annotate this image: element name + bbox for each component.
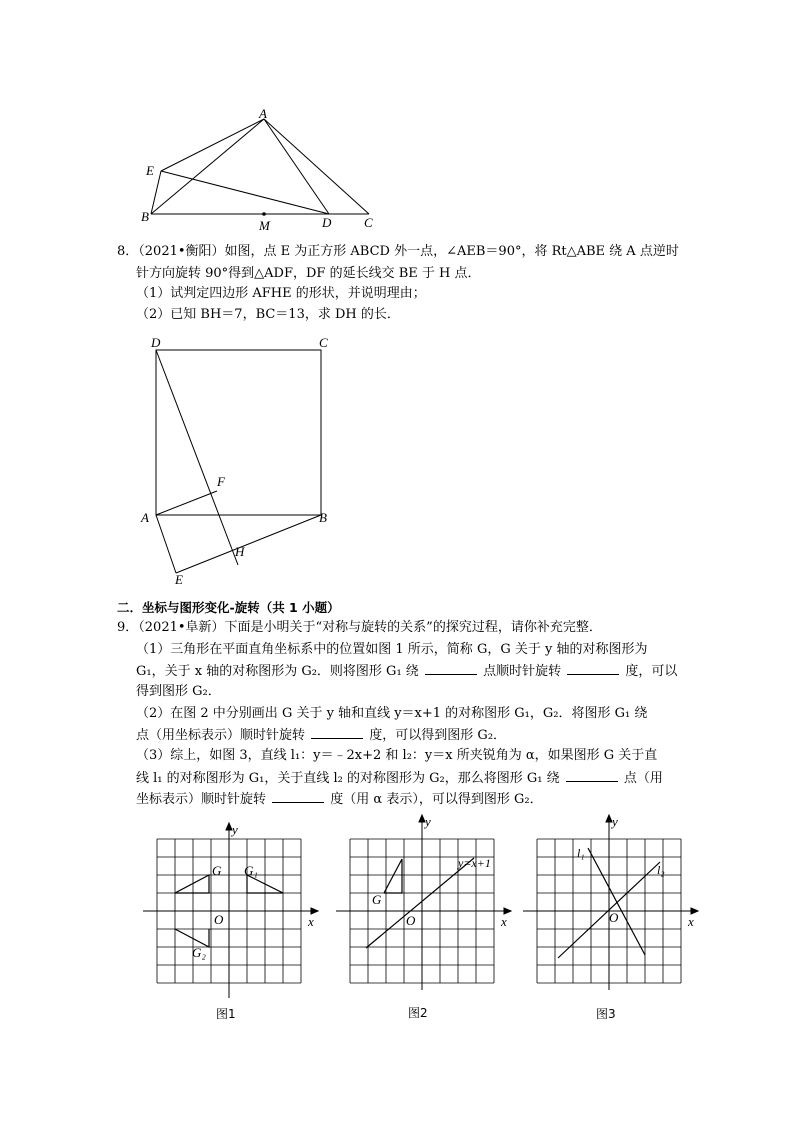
label-c: C xyxy=(364,215,373,230)
q8-part1: （1）试判定四边形 AFHE 的形状，并说明理由； xyxy=(136,286,426,301)
q8-line2: 针方向旋转 90°得到△ADF，DF 的延长线交 BE 于 H 点． xyxy=(136,266,481,281)
label-a: A xyxy=(259,106,267,121)
axis-y: y xyxy=(425,814,431,829)
caption-fig3: 图3 xyxy=(596,1007,616,1021)
question-8 xyxy=(117,243,677,323)
triangle-figure xyxy=(135,100,395,235)
label-d: D xyxy=(322,215,332,230)
q9-p2-b1: 点（用坐标表示）顺时针旋转 xyxy=(136,728,306,743)
shape-g xyxy=(384,859,402,893)
answer-blank-angle-3[interactable] xyxy=(272,790,324,803)
q9-p1-b1: G₁，关于 x 轴的对称图形为 G₂．则将图形 G₁ 绕 xyxy=(136,664,419,679)
q9-p1-c: 得到图形 G₂． xyxy=(136,684,221,699)
origin: O xyxy=(214,912,224,927)
q9-p3-c1: 坐标表示）顺时针旋转 xyxy=(136,792,267,807)
graph-2 xyxy=(333,812,518,992)
label-l1: l₁ xyxy=(577,846,585,860)
label-b: B xyxy=(319,510,327,525)
axis-x: x xyxy=(501,914,507,929)
answer-blank-point-3[interactable] xyxy=(566,769,618,782)
q9-p1-a: （1）三角形在平面直角坐标系中的位置如图 1 所示，简称 G，G 关于 y 轴的对称图形为 xyxy=(136,642,648,657)
q9-p3-c xyxy=(136,790,543,809)
answer-blank-angle-2[interactable] xyxy=(311,726,363,739)
label-d: D xyxy=(151,335,161,350)
q9-p3-c2: 度（用 α 表示），可以得到图形 G₂． xyxy=(330,792,543,807)
axis-x: x xyxy=(308,914,314,929)
q9-p3-a: （3）综上，如图 3，直线 l₁：y＝﹣2x+2 和 l₂：y＝x 所夹锐角为 α，如果图形 G 关于直 xyxy=(136,748,658,763)
label-m: M xyxy=(259,218,270,233)
caption-fig1: 图1 xyxy=(216,1007,236,1021)
graph-3 xyxy=(520,812,705,992)
line-l1 xyxy=(588,848,645,955)
q8-line1: 8．（2021•衡阳）如图，点 E 为正方形 ABCD 外一点，∠AEB＝90°，将 Rt△ABE 绕 A 点逆时 xyxy=(117,244,679,259)
axis-y: y xyxy=(612,814,618,829)
graph-1 xyxy=(140,820,325,1000)
answer-blank-angle[interactable] xyxy=(567,662,619,675)
label-e: E xyxy=(146,163,154,178)
label-l2: l₂ xyxy=(657,863,665,877)
label-h: H xyxy=(235,544,245,559)
q9-p1-b3: 度，可以 xyxy=(625,664,678,679)
shape-g xyxy=(175,875,209,893)
q9-p1-b xyxy=(136,662,677,681)
label-f: F xyxy=(217,474,225,489)
label-a: A xyxy=(141,510,149,525)
caption-fig2: 图2 xyxy=(408,1006,428,1020)
origin: O xyxy=(406,913,416,928)
section-title: 二．坐标与图形变化-旋转（共 1 小题） xyxy=(117,600,340,615)
q9-p3-b2: 点（用 xyxy=(623,771,663,786)
label-g: G xyxy=(212,863,222,878)
origin: O xyxy=(609,910,619,925)
label-b: B xyxy=(141,209,149,224)
q9-p2-a: （2）在图 2 中分别画出 G 关于 y 轴和直线 y＝x+1 的对称图形 G₁，G₂．将图形 G₁ 绕 xyxy=(136,706,648,721)
answer-blank-center[interactable] xyxy=(425,662,477,675)
label-g: G xyxy=(372,892,382,907)
label-e: E xyxy=(175,572,183,587)
q9-p3-b xyxy=(136,769,663,788)
q9-p2-b2: 度，可以得到图形 G₂． xyxy=(369,728,507,743)
label-line: y=x+1 xyxy=(458,856,491,870)
label-g1: G₁ xyxy=(244,863,258,878)
q9-p1-b2: 点顺时针旋转 xyxy=(483,664,562,679)
label-g2: G₂ xyxy=(192,945,206,960)
question-9 xyxy=(117,619,687,807)
q9-p2-b xyxy=(136,726,506,745)
axis-x: x xyxy=(688,914,694,929)
axis-y: y xyxy=(232,822,238,837)
label-c: C xyxy=(319,335,328,350)
q9-line1: 9．（2021•阜新）下面是小明关于“对称与旋转的关系”的探究过程，请你补充完整． xyxy=(117,620,602,635)
q9-p3-b1: 线 l₁ 的对称图形为 G₁，关于直线 l₂ 的对称图形为 G₂，那么将图形 G₁ 绕 xyxy=(136,771,560,786)
q8-part2: （2）已知 BH＝7，BC＝13，求 DH 的长． xyxy=(136,307,400,322)
square-figure xyxy=(135,330,345,590)
